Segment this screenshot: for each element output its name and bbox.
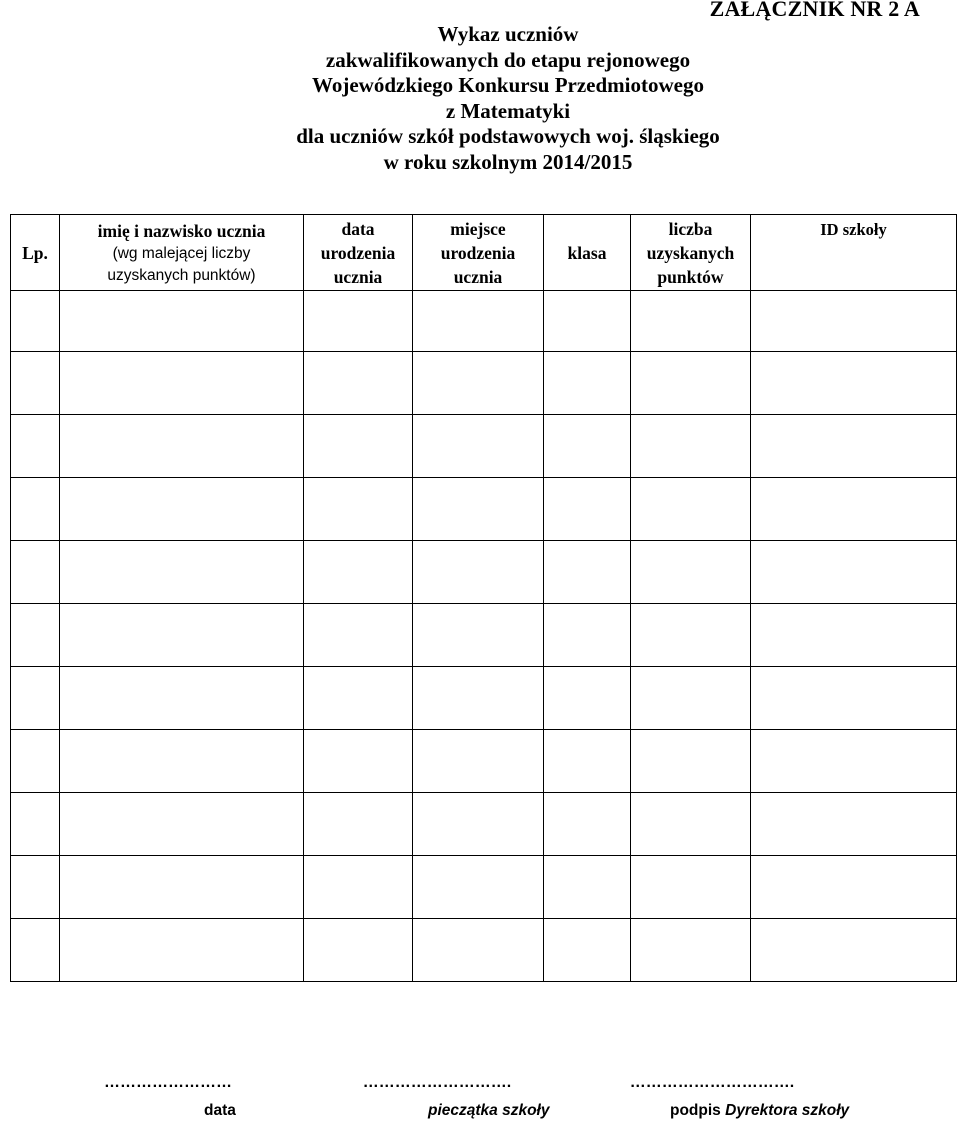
table-cell[interactable] (413, 730, 544, 793)
table-cell[interactable] (304, 604, 413, 667)
header-birth-place-line: urodzenia (440, 242, 516, 263)
table-cell[interactable] (751, 415, 957, 478)
table-row (11, 919, 957, 982)
header-points-line: liczba (668, 218, 713, 239)
table-row (11, 291, 957, 352)
table-cell[interactable] (413, 478, 544, 541)
signature-date-label: data (204, 1102, 236, 1119)
title-line: zakwalifikowanych do etapu rejonowego (325, 47, 691, 72)
title-line: w roku szkolnym 2014/2015 (383, 149, 633, 174)
signature-director-label-italic: Dyrektora szkoły (720, 1102, 850, 1119)
table-cell[interactable] (544, 730, 631, 793)
table-cell[interactable] (11, 604, 60, 667)
table-row (11, 478, 957, 541)
table-cell[interactable] (304, 352, 413, 415)
table-cell[interactable] (11, 730, 60, 793)
table-cell[interactable] (631, 352, 751, 415)
header-birth-date-line: urodzenia (320, 242, 396, 263)
table-cell[interactable] (751, 667, 957, 730)
table-cell[interactable] (60, 291, 304, 352)
table-cell[interactable] (544, 793, 631, 856)
header-lp (11, 215, 60, 291)
table-cell[interactable] (751, 604, 957, 667)
header-class (544, 215, 631, 291)
table-row (11, 352, 957, 415)
title-line: Wykaz uczniów (437, 22, 579, 46)
table-cell[interactable] (544, 604, 631, 667)
table-cell[interactable] (631, 604, 751, 667)
annex-label: ZAŁĄCZNIK NR 2 A (709, 0, 920, 21)
table-cell[interactable] (304, 856, 413, 919)
table-cell[interactable] (11, 541, 60, 604)
table-cell[interactable] (304, 478, 413, 541)
table-row (11, 667, 957, 730)
table-cell[interactable] (11, 291, 60, 352)
table-cell[interactable] (413, 291, 544, 352)
table-cell[interactable] (631, 667, 751, 730)
table-cell[interactable] (60, 919, 304, 982)
table-cell[interactable] (544, 541, 631, 604)
header-birth-place-line: ucznia (453, 266, 503, 287)
table-cell[interactable] (304, 291, 413, 352)
table-cell[interactable] (751, 478, 957, 541)
signature-stamp (340, 1074, 550, 1119)
header-birth-place (413, 215, 544, 291)
header-name-sub: (wg malejącej liczby (112, 244, 251, 262)
table-row (11, 541, 957, 604)
table-cell[interactable] (751, 856, 957, 919)
table-header-row (11, 215, 957, 291)
table-cell[interactable] (11, 856, 60, 919)
signature-stamp-dots: ………………………. (362, 1074, 512, 1091)
header-points (631, 215, 751, 291)
table-cell[interactable] (413, 541, 544, 604)
table-cell[interactable] (304, 415, 413, 478)
header-school-id-label: ID szkoły (820, 220, 887, 239)
header-name-main: imię i nazwisko ucznia (97, 220, 266, 241)
header-birth-place-line: miejsce (450, 218, 506, 239)
header-school-id (751, 215, 957, 291)
table-cell[interactable] (60, 352, 304, 415)
table-cell[interactable] (544, 415, 631, 478)
table-cell[interactable] (631, 541, 751, 604)
signature-director-dots: …………………………. (629, 1074, 795, 1091)
table-cell[interactable] (544, 856, 631, 919)
table-cell[interactable] (60, 667, 304, 730)
table-cell[interactable] (631, 291, 751, 352)
table-cell[interactable] (60, 478, 304, 541)
table-cell[interactable] (11, 667, 60, 730)
table-cell[interactable] (631, 793, 751, 856)
signature-director (606, 1074, 850, 1119)
table-cell[interactable] (631, 919, 751, 982)
table-row (11, 415, 957, 478)
table-cell[interactable] (60, 415, 304, 478)
table-body (11, 291, 957, 982)
table-row (11, 730, 957, 793)
table-cell[interactable] (631, 856, 751, 919)
table-cell[interactable] (413, 793, 544, 856)
header-birth-date-line: ucznia (333, 266, 383, 287)
table-cell[interactable] (751, 793, 957, 856)
students-table (10, 214, 957, 982)
header-points-line: uzyskanych (646, 242, 735, 263)
table-cell[interactable] (413, 352, 544, 415)
table-cell[interactable] (751, 291, 957, 352)
table-cell[interactable] (60, 856, 304, 919)
table-cell[interactable] (413, 604, 544, 667)
signature-director-label-plain: podpis (670, 1102, 721, 1119)
header-name-sub: uzyskanych punktów) (107, 266, 256, 284)
table-cell[interactable] (304, 541, 413, 604)
table-cell[interactable] (751, 541, 957, 604)
table-cell[interactable] (60, 604, 304, 667)
table-cell[interactable] (304, 667, 413, 730)
signature-date (96, 1074, 240, 1119)
table-cell[interactable] (304, 730, 413, 793)
table-cell[interactable] (631, 730, 751, 793)
title-line: dla uczniów szkół podstawowych woj. śląskiego (296, 124, 720, 148)
document-title (0, 22, 960, 175)
table-cell[interactable] (11, 478, 60, 541)
table-cell[interactable] (544, 352, 631, 415)
signature-date-dots: …………………… (104, 1074, 232, 1091)
table-row (11, 793, 957, 856)
signature-stamp-label: pieczątka szkoły (428, 1102, 550, 1119)
table-cell[interactable] (413, 667, 544, 730)
table-cell[interactable] (544, 667, 631, 730)
header-class-label: klasa (567, 242, 607, 263)
table-cell[interactable] (631, 478, 751, 541)
table-cell[interactable] (544, 291, 631, 352)
header-lp-label: Lp. (22, 242, 48, 263)
table-cell[interactable] (413, 415, 544, 478)
table-cell[interactable] (11, 352, 60, 415)
table-cell[interactable] (60, 793, 304, 856)
table-cell[interactable] (11, 793, 60, 856)
signature-director-label (670, 1102, 849, 1120)
table-cell[interactable] (11, 919, 60, 982)
table-cell[interactable] (544, 919, 631, 982)
header-birth-date-line: data (341, 218, 375, 239)
table-row (11, 604, 957, 667)
table-cell[interactable] (544, 478, 631, 541)
title-line: z Matematyki (445, 98, 571, 123)
table-cell[interactable] (304, 793, 413, 856)
header-birth-date (304, 215, 413, 291)
table-cell[interactable] (413, 919, 544, 982)
table-row (11, 856, 957, 919)
table-cell[interactable] (751, 919, 957, 982)
table-cell[interactable] (751, 730, 957, 793)
header-points-line: punktów (657, 266, 724, 287)
table-cell[interactable] (631, 415, 751, 478)
table-cell[interactable] (751, 352, 957, 415)
table-cell[interactable] (304, 919, 413, 982)
table-cell[interactable] (413, 856, 544, 919)
title-line: Wojewódzkiego Konkursu Przedmiotowego (312, 73, 704, 97)
table-cell[interactable] (60, 541, 304, 604)
header-student-name (60, 215, 304, 291)
table-cell[interactable] (11, 415, 60, 478)
table-cell[interactable] (60, 730, 304, 793)
